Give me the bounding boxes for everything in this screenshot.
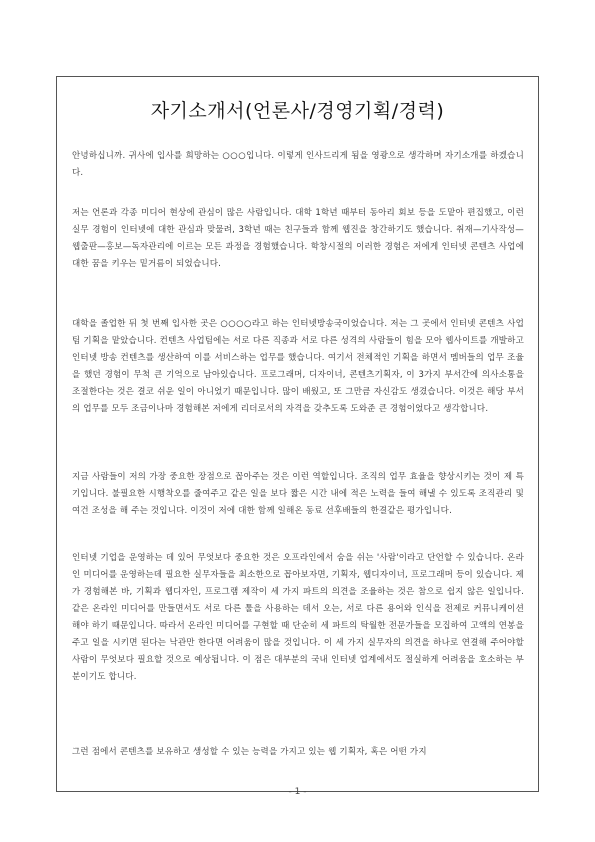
paragraph-continued: 그런 점에서 콘텐츠를 보유하고 생성할 수 있는 능력을 가지고 있는 웹 기획자, 혹은 어떤 가지: [72, 747, 427, 757]
paragraph-career: 대학을 졸업한 뒤 첫 번째 입사한 곳은 ○○○○라고 하는 인터넷방송국이었습니다. 저는 그 곳에서 인터넷 콘텐츠 사업팀 기획을 맡았습니다. 컨텐츠 사업팀에는 서로 다른 직종과 서로 다른 성격의 사람들이 힘을 모아 웹사이트를 개발하고 인터넷 방송 컨텐츠를 생산하여 이를 서비스하는 업무를 했습니다. 여기서 전체적인 기획을 하면서 멤버들의 업무 조율을 했던 경험이 무척 큰 기억으로 남아있습니다. 프로그래머, 디자이너, 콘텐츠기획자, 이 3가지 부서간에 의사소통을 조절한다는 것은 결코 쉬운 일이 아니었기 때문입니다. 많이 배웠고, 또 그만큼 자신감도 생겼습니다. 이것은 해당 부서의 업무를 모두 조금이나마 경험해본 저에게 리더로서의 자격을 갖추도록 도와준 큰 경험이었다고 생각합니다.: [72, 319, 524, 414]
page-number: - 1 -: [288, 787, 307, 797]
document-title: 자기소개서(언론사/경영기획/경력): [150, 100, 445, 122]
paragraph-greeting: 안녕하십니까. 귀사에 입사를 희망하는 ○○○입니다. 이렇게 인사드리게 됨을 영광으로 생각하며 자기소개를 하겠습니다.: [72, 151, 524, 178]
paragraph-strength: 지금 사람들이 저의 가장 중요한 장점으로 꼽아주는 것은 이런 역할입니다. 조직의 업무 효율을 향상시키는 것이 제 특기입니다. 불필요한 시행착오를 줄여주고 같은 일을 보다 짧은 시간 내에 적은 노력을 들여 해낼 수 있도록 조직관리 및 여건 조성을 해 주는 것입니다. 이것이 저에 대한 함께 일해온 동료 선후배들의 한결같은 평가입니다.: [72, 472, 524, 516]
paragraph-background: 저는 언론과 각종 미디어 현상에 관심이 많은 사람입니다. 대학 1학년 때부터 동아리 회보 등을 도맡아 편집했고, 이런 실무 경험이 인터넷에 대한 관심과 맞물려, 3학년 때는 친구들과 함께 웹진을 창간하기도 했습니다. 취재—기사작성—웹출판—홍보—독자관리에 이르는 모든 과정을 경험했습니다. 학창시절의 이러한 경험은 저에게 인터넷 콘텐츠 사업에 대한 꿈을 키우는 밑거름이 되었습니다.: [72, 208, 524, 269]
paragraph-vision: 인터넷 기업을 운영하는 데 있어 무엇보다 중요한 것은 오프라인에서 숨을 쉬는 '사람'이라고 단언할 수 있습니다. 온라인 미디어를 운영하는데 필요한 실무자들을 최소한으로 꼽아보자면, 기획자, 웹디자이너, 프로그래머 등이 있습니다. 제가 경험해본 바, 기획과 웹디자인, 프로그램 제작이 세 가지 파트의 의견을 조율하는 것은 참으로 쉽지 않은 일입니다. 같은 온라인 미디어를 만들면서도 서로 다른 툴을 사용하는 데서 오는, 서로 다른 용어와 인식을 전제로 커뮤니케이션 해야 하기 때문입니다. 따라서 온라인 미디어를 구현할 때 단순히 세 파트의 탁월한 전문가들을 모집하여 고액의 연봉을 주고 일을 시키면 된다는 낙관만 한다면 어려움이 많을 것입니다. 이 세 가지 실무자의 의견을 하나로 연결해 주어야할 사람이 무엇보다 필요할 것으로 예상됩니다. 이 점은 대부분의 국내 인터넷 업계에서도 절실하게 어려움을 호소하는 부분이기도 합니다.: [72, 553, 524, 682]
